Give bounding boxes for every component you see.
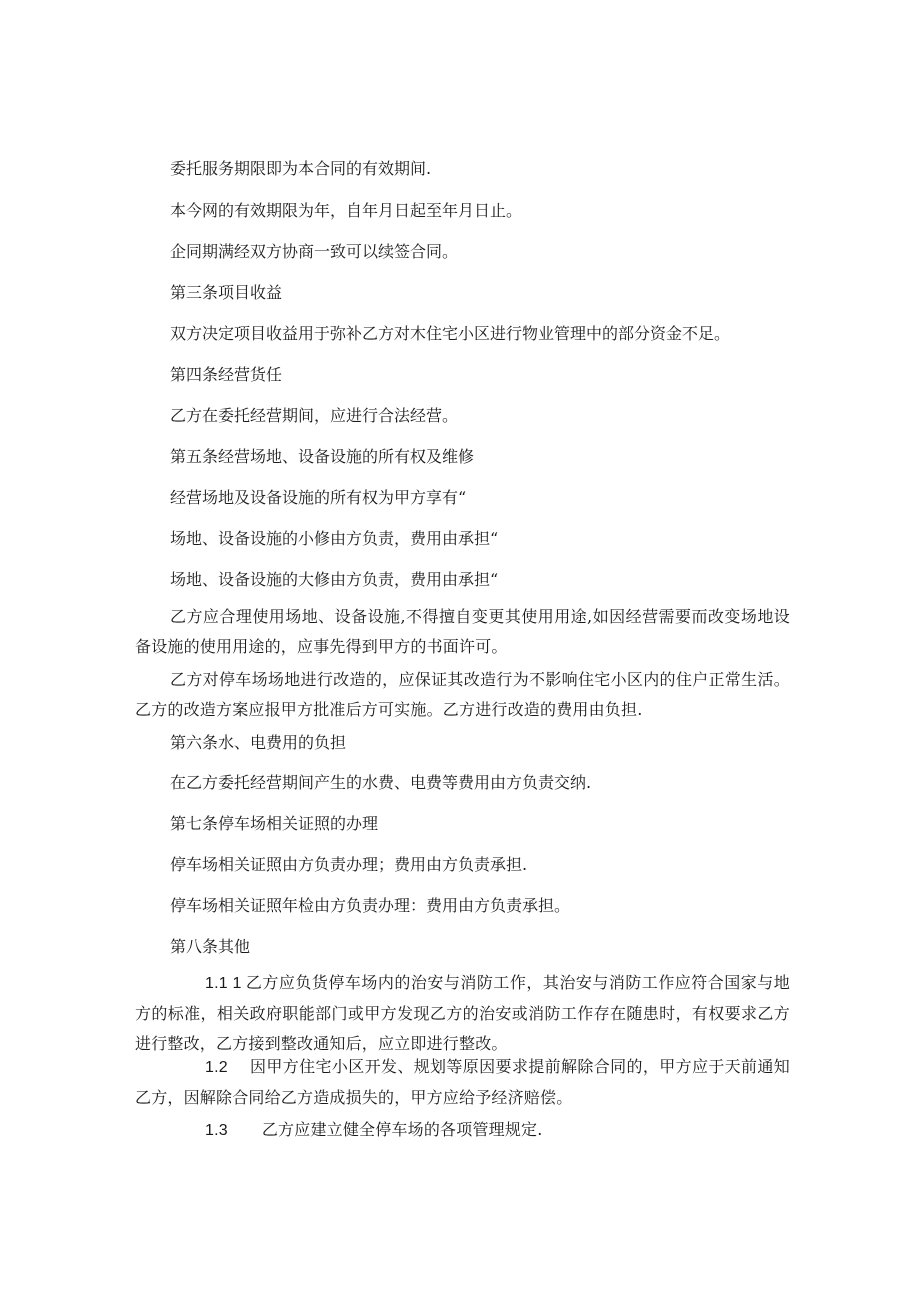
paragraph: 双方决定项目收益用于弥补乙方对木住宅小区进行物业管理中的部分资金不足。 [170,324,731,343]
paragraph: 经营场地及设备设施的所有权为甲方享有“ [170,488,467,507]
paragraph: 乙方在委托经营期间，应进行合法经营。 [170,406,459,425]
section-heading-4: 第四条经营货任 [170,365,283,384]
paragraph: 本今网的有效期限为年，自年月日起至年月日止。 [170,201,523,220]
section-heading-3: 第三条项目收益 [170,283,283,302]
paragraph: 委托服务期限即为本合同的有效期间. [170,159,432,178]
item-number: 1.1 1 [205,975,242,992]
numbered-item [135,1115,790,1146]
paragraph: 停车场相关证照由方负责办理；费用由方负责承担. [170,855,528,874]
numbered-item [135,968,790,1059]
section-heading-5: 第五条经营场地、设备设施的所有权及维修 [170,447,475,466]
paragraph: 企同期满经双方协商一致可以续签合同。 [170,242,459,261]
item-text: 乙方应负货停车场内的治安与消防工作，其治安与消防工作应符合国家与地方的标准，相关政府职能部门或甲方发现乙方的治安或消防工作存在随患时，有权要求乙方进行整改，乙方接到整改通知后，应立即进行整改。 [135,973,790,1053]
item-number: 1.3 [205,1122,228,1139]
section-heading-8: 第八条其他 [170,937,251,956]
item-text: 乙方应建立健全停车场的各项管理规定. [261,1120,543,1139]
item-number: 1.2 [205,1059,228,1076]
paragraph: 在乙方委托经营期间产生的水费、电费等费用由方负责交纳. [170,773,592,792]
section-heading-7: 第七条停车场相关证照的办理 [170,814,379,833]
paragraph: 场地、设备设施的大修由方负责，费用由承担“ [170,570,499,589]
section-heading-6: 第六条水、电费用的负担 [170,733,347,752]
paragraph: 乙方应合理使用场地、设备设施,不得擅自变更其使用用途,如因经营需要而改变场地设备设施的使用用途的，应事先得到甲方的书面许可。 [135,607,790,656]
item-text: 因甲方住宅小区开发、规划等原因要求提前解除合同的，甲方应于天前通知乙方，因解除合同给乙方造成损失的，甲方应给予经济赔偿。 [135,1057,790,1107]
paragraph: 场地、设备设施的小修由方负责，费用由承担“ [170,529,499,548]
paragraph: 乙方对停车场场地进行改造的，应保证其改造行为不影响住宅小区内的住户正常生活。乙方的改造方案应报甲方批准后方可实施。乙方进行改造的费用由负担. [135,670,790,719]
numbered-item [135,1052,790,1113]
paragraph: 停车场相关证照年检由方负责办理：费用由方负责承担。 [170,896,571,915]
